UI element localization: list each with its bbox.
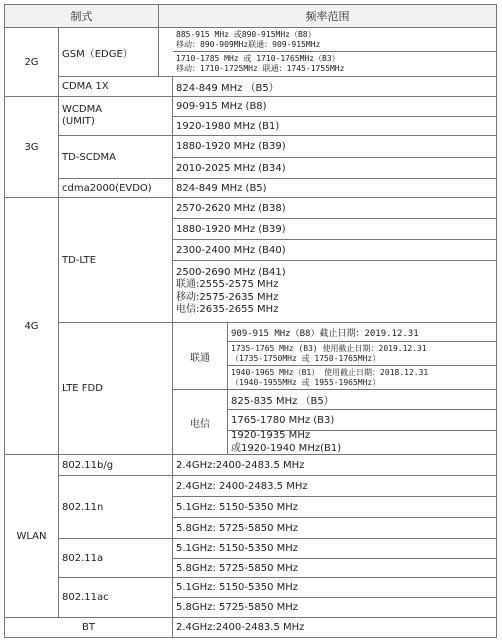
- tdlte-freq-b40: 2300-2400 MHz (B40): [172, 239, 497, 261]
- tdlte-b41-mobile: 移动:2575-2635 MHz: [176, 291, 279, 303]
- wcdma-freq-b8: 909-915 MHz (B8): [172, 96, 497, 117]
- tdscdma-freq-b39: 1880-1920 MHz (B39): [172, 135, 497, 158]
- generation-2g: 2G: [4, 27, 59, 97]
- wlan-80211bg-freq: 2.4GHz:2400-2483.5 MHz: [172, 454, 497, 476]
- cdma-1x-freq: 824-849 MHz （B5）: [172, 76, 497, 97]
- gsm-freq-line1: 885-915 MHz 或890-915MHz（B8）: [176, 29, 316, 39]
- ltefdd-telecom-b1: [227, 430, 497, 455]
- tdlte-b41-telecom: 电信:2635-2655 MHz: [176, 304, 279, 315]
- tdlte-name: TD-LTE: [58, 197, 173, 323]
- bt-label: BT: [4, 617, 173, 638]
- gsm-name: GSM（EDGE）: [58, 27, 159, 77]
- ltefdd-unicom-b8: 909-915 MHz（B8）截止日期：2019.12.31: [227, 322, 497, 342]
- tdscdma-freq-b34: 2010-2025 MHz (B34): [172, 157, 497, 179]
- wlan-80211n-freq-58: 5.8GHz: 5725-5850 MHz: [172, 517, 497, 539]
- ltefdd-telecom-b3: 1765-1780 MHz (B3): [227, 409, 497, 431]
- generation-4g: 4G: [4, 197, 59, 455]
- wlan-80211ac-name: 802.11ac: [58, 577, 173, 618]
- tdlte-freq-b38: 2570-2620 MHz (B38): [172, 197, 497, 219]
- wlan-80211n-name: 802.11n: [58, 475, 173, 539]
- header-standard: 制式: [4, 4, 159, 28]
- wlan-label: WLAN: [4, 454, 59, 618]
- ltefdd-unicom-b3-line1: 1735-1765 MHz (B3) 使用截止日期：2019.12.31: [231, 343, 427, 353]
- tdlte-freq-b39: 1880-1920 MHz (B39): [172, 218, 497, 240]
- gsm-freq-line4: 移动：1710-1725MHz 联通：1745-1755MHz: [176, 64, 345, 73]
- wcdma-name-line1: WCDMA: [62, 103, 103, 115]
- cdma-1x-name: CDMA 1X: [58, 76, 173, 97]
- wlan-80211a-freq-58: 5.8GHz: 5725-5850 MHz: [172, 558, 497, 578]
- wcdma-name: [58, 96, 173, 136]
- cdma2000-name: cdma2000(EVDO): [58, 178, 173, 198]
- ltefdd-telecom-b5: 825-835 MHz （B5）: [227, 389, 497, 410]
- wcdma-name-line2: (UMIT): [62, 116, 95, 127]
- ltefdd-telecom-label: 电信: [172, 389, 228, 455]
- cdma2000-freq: 824-849 MHz (B5): [172, 178, 497, 198]
- ltefdd-unicom-label: 联通: [172, 322, 228, 390]
- ltefdd-unicom-b1-line2: （1940-1955MHz 或 1955-1965MHz）: [231, 377, 381, 387]
- tdlte-b41-range: 2500-2690 MHz (B41): [176, 266, 286, 278]
- ltefdd-unicom-b1-line1: 1940-1965 MHz（B1） 使用截止日期：2018.12.31: [231, 367, 429, 377]
- ltefdd-name: LTE FDD: [58, 322, 173, 455]
- tdscdma-name: TD-SCDMA: [58, 135, 173, 179]
- gsm-freq-line3: 1710-1785 MHz 或 1710-1765MHz（B3）: [176, 54, 340, 63]
- wlan-80211n-freq-51: 5.1GHz: 5150-5350 MHz: [172, 496, 497, 518]
- wcdma-freq-b1: 1920-1980 MHz (B1): [172, 116, 497, 136]
- gsm-spacer: [158, 27, 173, 77]
- bt-freq: 2.4GHz:2400-2483.5 MHz: [172, 617, 497, 638]
- tdlte-freq-b41: [172, 260, 497, 323]
- header-frequency: 频率范围: [158, 4, 497, 28]
- ltefdd-unicom-b3-line2: （1735-1750MHz 或 1750-1765MHz）: [231, 353, 381, 363]
- gsm-freq-1800: [172, 51, 497, 77]
- wlan-80211a-name: 802.11a: [58, 538, 173, 578]
- ltefdd-unicom-b3: [227, 341, 497, 366]
- ltefdd-telecom-b1-line1: 1920-1935 MHz: [231, 430, 311, 441]
- wlan-80211n-freq-24: 2.4GHz: 2400-2483.5 MHz: [172, 475, 497, 497]
- tdlte-b41-unicom: 联通:2555-2575 MHz: [176, 279, 279, 290]
- ltefdd-telecom-b1-line2: 或1920-1940 MHz(B1): [231, 442, 342, 454]
- ltefdd-unicom-b1: [227, 365, 497, 390]
- wlan-80211a-freq-51: 5.1GHz: 5150-5350 MHz: [172, 538, 497, 559]
- wlan-80211ac-freq-51: 5.1GHz: 5150-5350 MHz: [172, 577, 497, 598]
- generation-3g: 3G: [4, 96, 59, 198]
- gsm-freq-900: [172, 27, 497, 52]
- wlan-80211ac-freq-58: 5.8GHz: 5725-5850 MHz: [172, 597, 497, 618]
- wlan-80211bg-name: 802.11b/g: [58, 454, 173, 476]
- gsm-freq-line2: 移动：890-909MHz联通：909-915MHz: [176, 39, 321, 49]
